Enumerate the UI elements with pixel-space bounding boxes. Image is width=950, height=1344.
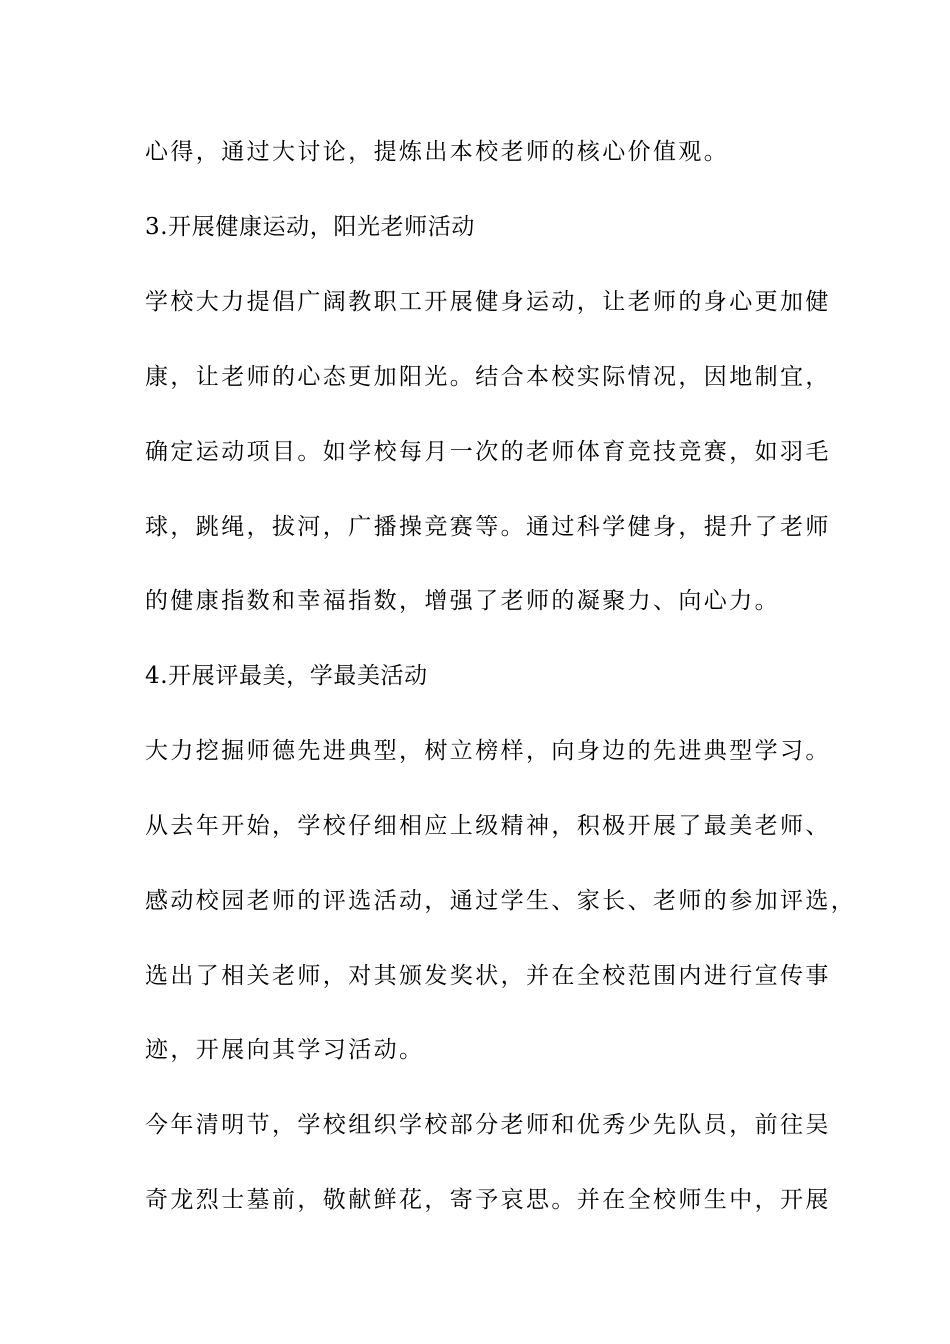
body-text-line: 学校大力提倡广阔教职工开展健身运动，让老师的身心更加健 [145, 289, 831, 315]
section-heading: 3.开展健康运动，阳光老师活动 [145, 214, 475, 240]
body-text-line: 康，让老师的心态更加阳光。结合本校实际情况，因地制宜， [145, 364, 831, 390]
body-text-line: 选出了相关老师，对其颁发奖状，并在全校范围内进行宣传事 [145, 963, 831, 989]
body-text-line: 的健康指数和幸福指数，增强了老师的凝聚力、向心力。 [145, 588, 780, 614]
body-text-line: 确定运动项目。如学校每月一次的老师体育竞技竞赛，如羽毛 [145, 439, 831, 465]
body-text-line: 迹，开展向其学习活动。 [145, 1037, 425, 1063]
body-text-line: 从去年开始，学校仔细相应上级精神，积极开展了最美老师、 [145, 813, 831, 839]
body-text-line: 感动校园老师的评选活动，通过学生、家长、老师的参加评选， [145, 888, 857, 914]
body-text-line: 心得，通过大讨论，提炼出本校老师的核心价值观。 [145, 139, 730, 165]
section-heading: 4.开展评最美，学最美活动 [145, 663, 428, 689]
body-text-line: 大力挖掘师德先进典型，树立榜样，向身边的先进典型学习。 [145, 738, 831, 764]
body-text-line: 奇龙烈士墓前，敬献鲜花，寄予哀思。并在全校师生中，开展 [145, 1187, 831, 1213]
body-text-line: 球，跳绳，拔河，广播操竞赛等。通过科学健身，提升了老师 [145, 514, 831, 540]
body-text-line: 今年清明节，学校组织学校部分老师和优秀少先队员，前往吴 [145, 1112, 831, 1138]
